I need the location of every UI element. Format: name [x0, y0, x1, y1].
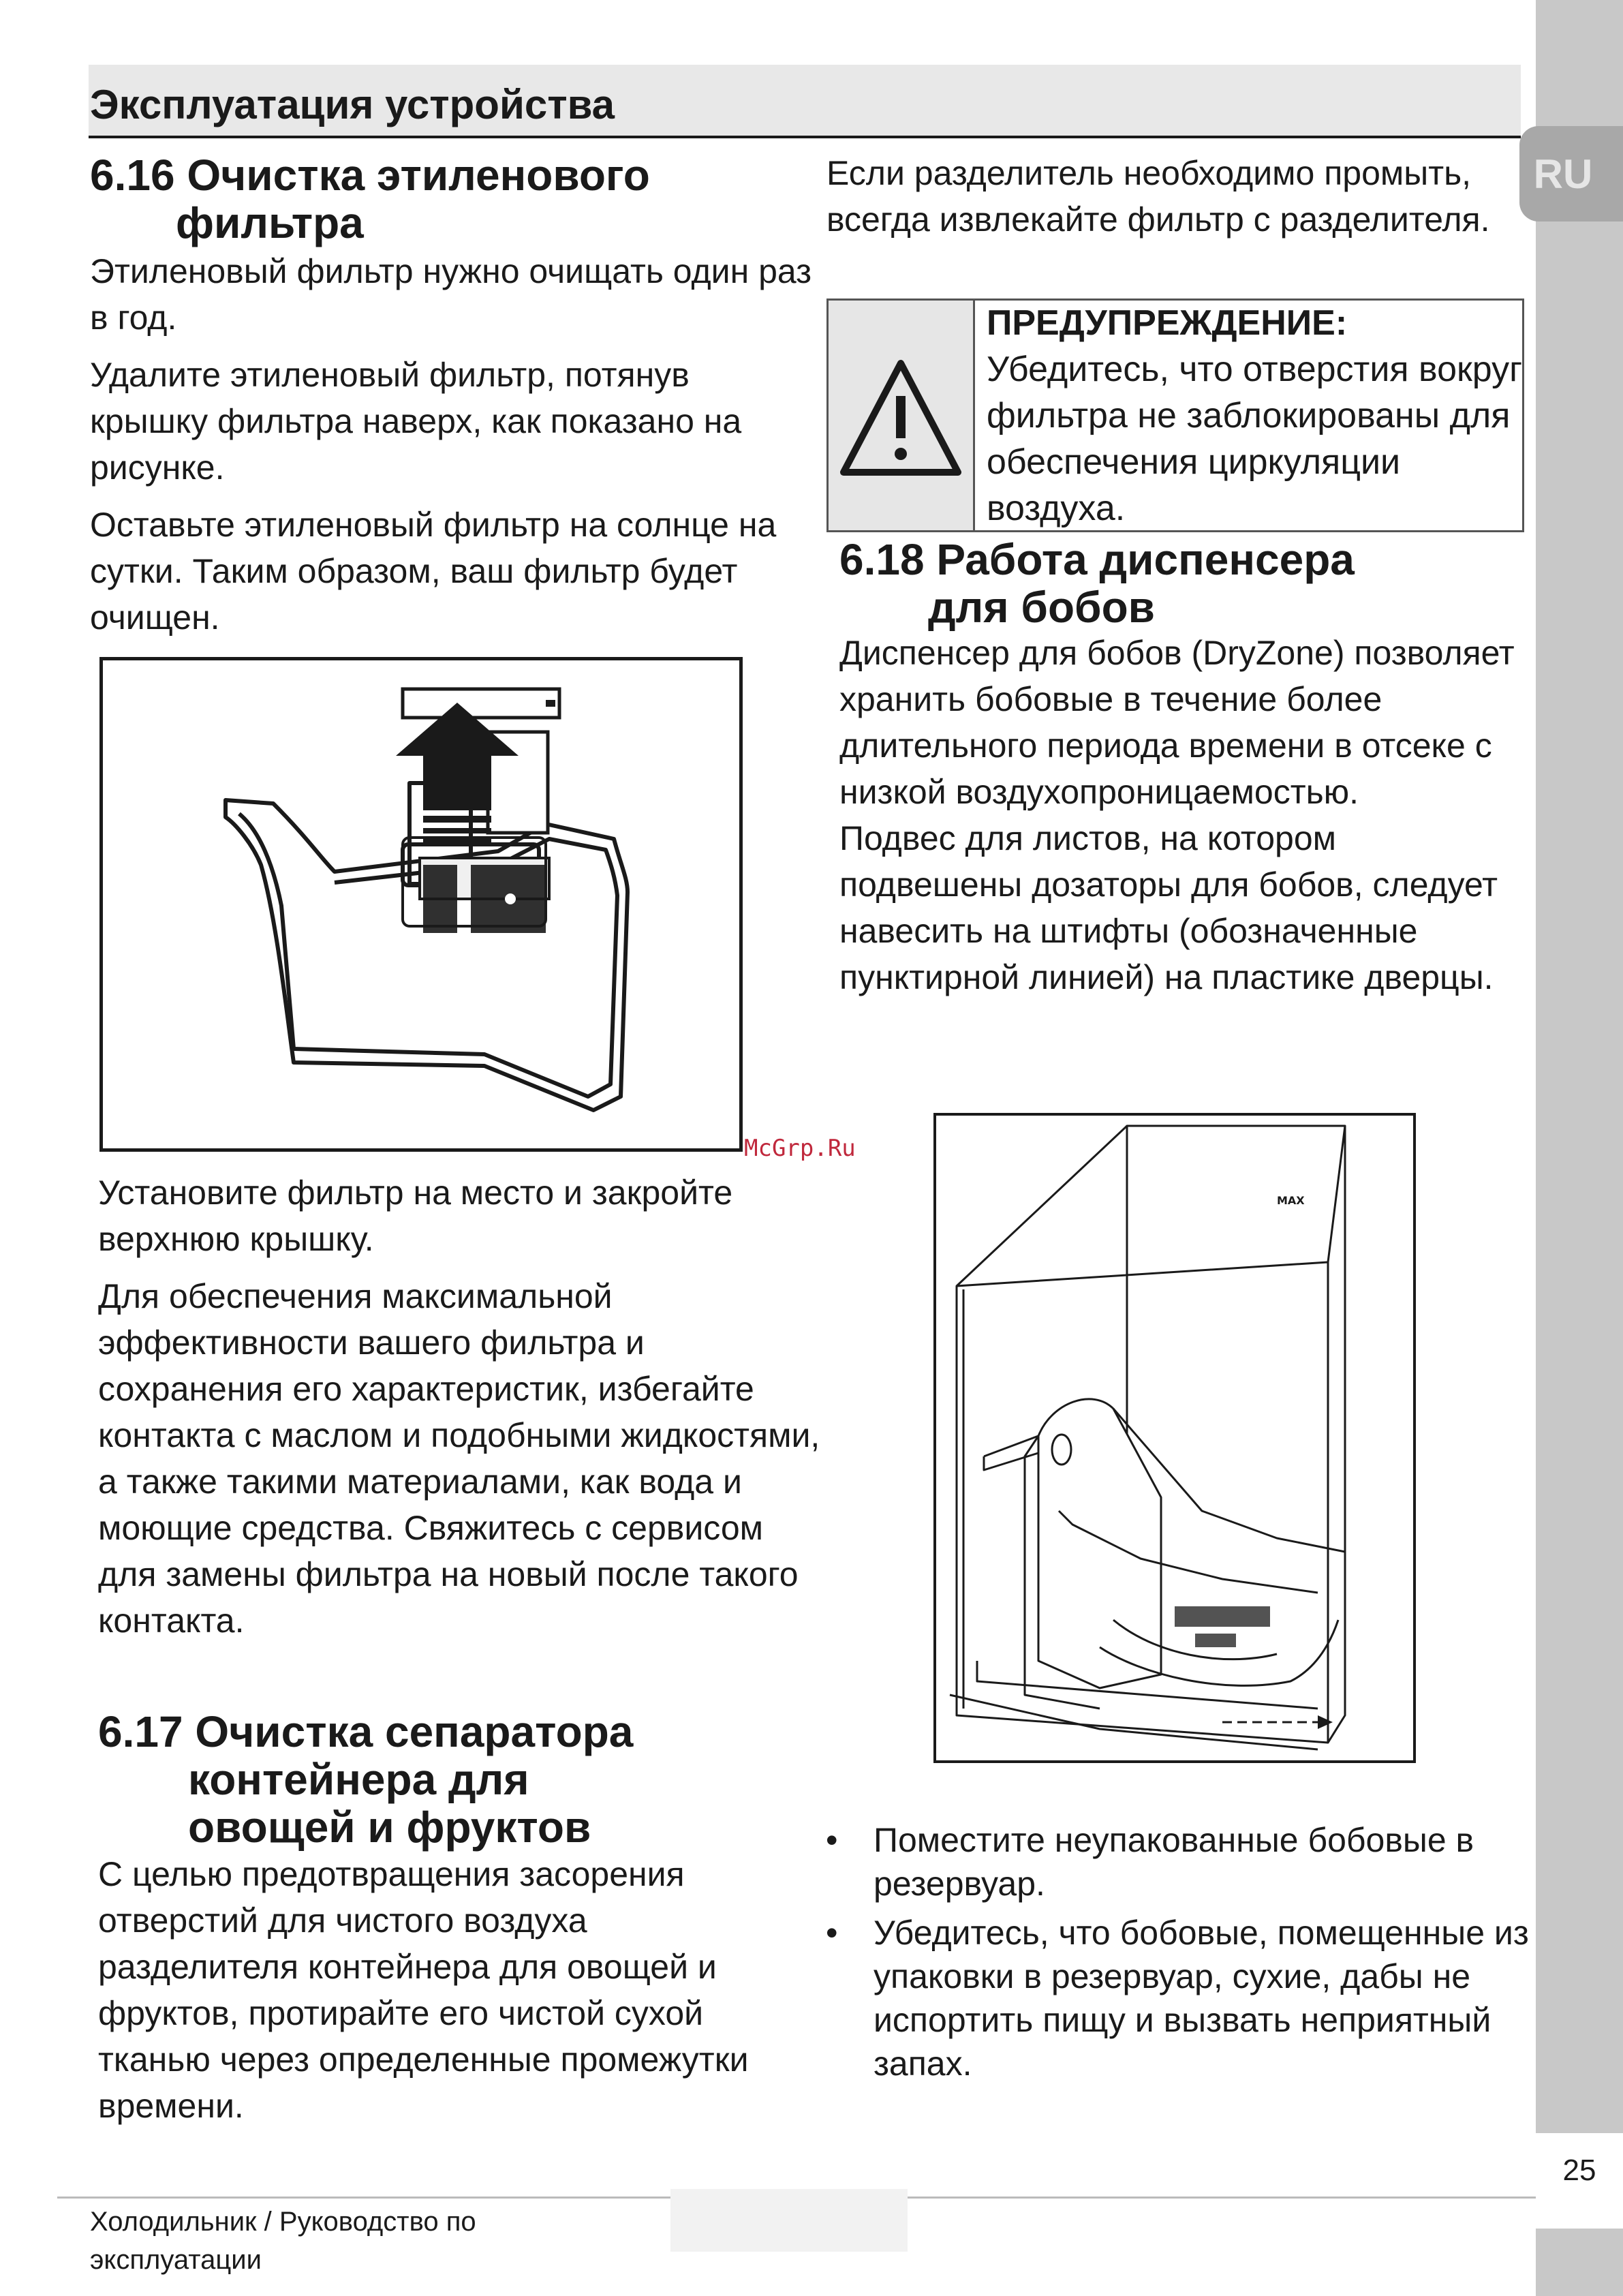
- section-6-17-body: [98, 1851, 766, 2129]
- section-6-16-body: [90, 248, 812, 641]
- section-6-17-title: 6.17 Очистка сепаратора контейнера для овощей и фруктов: [98, 1707, 634, 1852]
- warning-text: [987, 300, 1525, 532]
- warning-label: ПРЕДУПРЕЖДЕНИЕ:: [987, 303, 1348, 343]
- ethylene-filter-illustration: [103, 660, 739, 1148]
- max-label: MAX: [1277, 1194, 1305, 1207]
- right-margin-bar: [1536, 0, 1623, 2133]
- paragraph: Установите фильтр на место и закройте верхнюю крышку.: [98, 1174, 733, 1258]
- paragraph: Этиленовый фильтр нужно очищать один раз в год.: [90, 252, 812, 337]
- bean-bullet-list: [826, 1818, 1534, 2085]
- right-margin-bar-bottom: [1536, 2229, 1623, 2296]
- footer-text: Холодильник / Руководство по эксплуатации: [90, 2207, 476, 2275]
- ethylene-filter-figure: [99, 657, 743, 1152]
- paragraph: Для обеспечения максимальной эффективности вашего фильтра и сохранения его характеристик, избегайте контакта с маслом и подобными жидкостями, а также такими материалами, как вода и моющие средства. Свяжитесь с сервисом для замены фильтра на новый после такого контакта.: [98, 1277, 820, 1640]
- bean-dispenser-illustration: [936, 1116, 1413, 1760]
- warning-icon-cell: [826, 299, 975, 532]
- footer-blank-box: [670, 2189, 908, 2252]
- section-6-18-title: 6.18 Работа диспенсера для бобов: [839, 535, 1355, 632]
- warning-triangle-icon: [829, 301, 973, 530]
- paragraph: Диспенсер для бобов (DryZone) позволяет хранить бобовые в течение более длительного периода времени в отсеке с низкой воздухопроницаемостью.: [839, 634, 1515, 811]
- page-number: 25: [1562, 2154, 1596, 2187]
- separator-intro: Если разделитель необходимо промыть, всегда извлекайте фильтр с разделителя.: [826, 154, 1490, 239]
- bean-dispenser-figure: [933, 1113, 1416, 1763]
- paragraph: Оставьте этиленовый фильтр на солнце на сутки. Таким образом, ваш фильтр будет очищен.: [90, 506, 777, 637]
- watermark-text: McGrp.Ru: [744, 1135, 856, 1162]
- language-tab: RU: [1519, 126, 1623, 221]
- section-6-18-body: [839, 630, 1521, 1000]
- paragraph: С целью предотвращения засорения отверстий для чистого воздуха разделителя контейнера для овощей и фруктов, протирайте его чистой сухой тканью через определенные промежутки времени.: [98, 1855, 749, 2125]
- page-title: Эксплуатация устройства: [90, 82, 615, 127]
- paragraph: Удалите этиленовый фильтр, потянув крышку фильтра наверх, как показано на рисунке.: [90, 356, 742, 487]
- paragraph: Подвес для листов, на котором подвешены дозаторы для бобов, следует навесить на штифты (обозначенные пунктирной линией) на пластике дверцы.: [839, 819, 1498, 996]
- section-6-16-title: 6.16 Очистка этиленового фильтра: [90, 151, 650, 247]
- warning-message: Убедитесь, что отверстия вокруг фильтра не заблокированы для обеспечения циркуляции воздуха.: [987, 350, 1523, 528]
- list-item: • Поместите неупакованные бобовые в резервуар.: [826, 1818, 1534, 1905]
- section-6-16-after-body: [98, 1169, 820, 1644]
- list-item: • Убедитесь, что бобовые, помещенные из упаковки в резервуар, сухие, дабы не испортить пищу и вызвать неприятный запах.: [826, 1911, 1534, 2085]
